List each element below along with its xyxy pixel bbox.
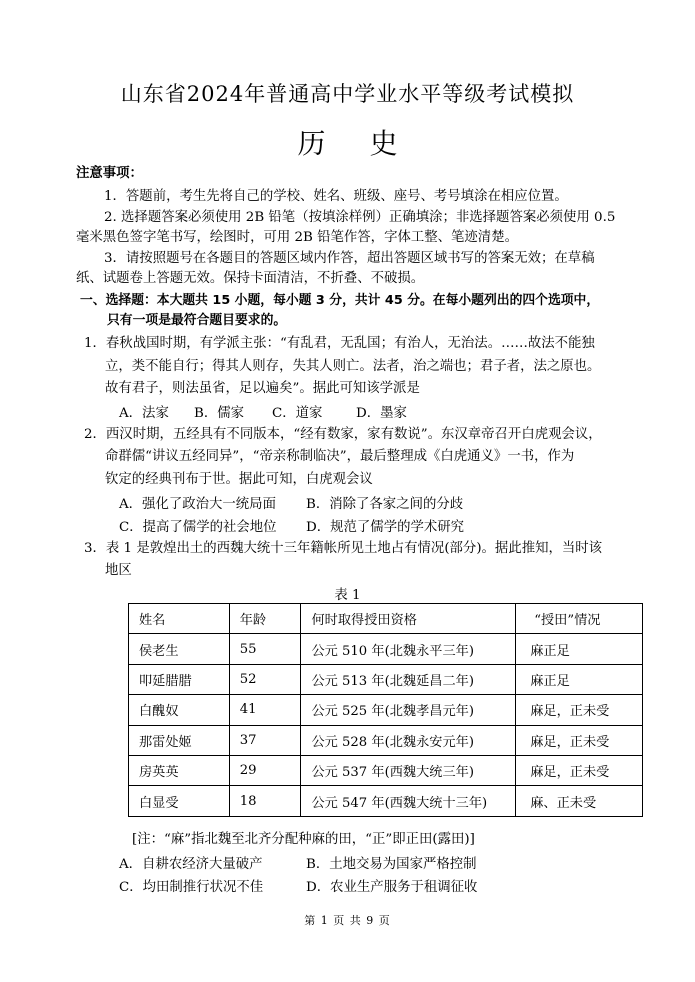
table-cell: 18: [229, 786, 301, 816]
q1-line2: 立，类不能自行；得其人则存，失其人则亡。法者，治之端也；君子者，法之原也。: [105, 359, 601, 374]
table-cell: 麻足，正未受: [516, 725, 643, 755]
land-table: [128, 603, 643, 817]
q2-option-d: D．规范了儒学的学术研究: [306, 520, 465, 535]
q1-line3: 故有君子，则法虽省，足以遍矣”。据此可知该学派是: [105, 381, 420, 396]
table-cell: 白醜奴: [129, 695, 230, 725]
q2-option-a: A．强化了政治大一统局面: [119, 497, 276, 512]
q3-option-c: C．均田制推行状况不佳: [119, 880, 264, 895]
page-number: 第 1 页 共 9 页: [304, 914, 391, 927]
q3-option-d: D．农业生产服务于租调征收: [306, 880, 478, 895]
notice-item-2-line1: 2. 选择题答案必须使用 2B 铅笔（按填涂样例）正确填涂；非选择题答案必须使用 0.5: [104, 210, 616, 225]
table-cell: 叩延腊腊: [129, 664, 230, 694]
table-header-row: [129, 604, 643, 634]
table-cell: 麻足，正未受: [516, 755, 643, 785]
notice-item-2-line2: 毫米黑色签字笔书写，绘图时，可用 2B 铅笔作答，字体工整、笔迹清楚。: [76, 230, 518, 245]
subject-title: 历史: [297, 127, 442, 160]
q3-option-a: A．自耕农经济大量破产: [119, 857, 263, 872]
table-header-cell: 何时取得授田资格: [301, 604, 516, 634]
q1-line1: 1．春秋战国时期，有学派主张：“有乱君，无乱国；有治人，无治法。……故法不能独: [84, 336, 595, 351]
table-header-cell: 年龄: [229, 604, 301, 634]
table-caption: 表 1: [334, 588, 361, 603]
table-cell: 麻、正未受: [516, 786, 643, 816]
q2-option-c: C．提高了儒学的社会地位: [119, 520, 277, 535]
q1-option-b: B．儒家: [194, 406, 245, 421]
table-cell: 公元 525 年(北魏孝昌元年): [301, 695, 516, 725]
table-row: [129, 664, 643, 694]
table-cell: 麻足，正未受: [516, 695, 643, 725]
notice-item-3-line2: 纸、试题卷上答题无效。保持卡面清洁，不折叠、不破损。: [76, 271, 425, 286]
table-cell: 侯老生: [129, 634, 230, 664]
q3-line1: 3．表 1 是敦煌出土的西魏大统十三年籍帐所见土地占有情况(部分)。据此推知，当时该: [84, 541, 603, 556]
notice-item-1: 1．答题前，考生先将自己的学校、姓名、班级、座号、考号填涂在相应位置。: [104, 189, 568, 204]
table-cell: 房英英: [129, 755, 230, 785]
table-cell: 41: [229, 695, 301, 725]
q1-option-a: A．法家: [119, 406, 169, 421]
q1-option-c: C．道家: [272, 406, 323, 421]
table-cell: 55: [229, 634, 301, 664]
table-row: [129, 786, 643, 816]
q3-line2: 地区: [105, 563, 132, 578]
q2-line2: 命群儒“讲议五经同异”，“帝亲称制临决”，最后整理成《白虎通义》一书，作为: [105, 449, 575, 464]
section-1-heading-line2: 只有一项是最符合题目要求的。: [107, 313, 287, 328]
table-cell: 52: [229, 664, 301, 694]
table-cell: 29: [229, 755, 301, 785]
notice-item-3-line1: 3．请按照题号在各题目的答题区域内作答，超出答题区域书写的答案无效；在草稿: [104, 251, 595, 266]
table-cell: 公元 513 年(北魏延昌二年): [301, 664, 516, 694]
table-row: [129, 695, 643, 725]
table-cell: 那雷处姬: [129, 725, 230, 755]
q3-option-b: B．土地交易为国家严格控制: [306, 857, 477, 872]
table-cell: 麻正足: [516, 634, 643, 664]
table-note: [注：“麻”指北魏至北齐分配种麻的田，“正”即正田(露田)]: [132, 832, 475, 847]
table-cell: 公元 528 年(北魏永安元年): [301, 725, 516, 755]
q2-option-b: B．消除了各家之间的分歧: [306, 497, 464, 512]
table-header-cell: 姓名: [129, 604, 230, 634]
q2-line3: 钦定的经典刊布于世。据此可知，白虎观会议: [105, 472, 373, 487]
section-1-heading: 一、选择题：本大题共 15 小题，每小题 3 分，共计 45 分。在每小题列出的四个选项中，: [80, 293, 600, 308]
table-cell: 公元 510 年(北魏永平三年): [301, 634, 516, 664]
table-cell: 麻正足: [516, 664, 643, 694]
exam-title: 山东省2024年普通高中学业水平等级考试模拟: [120, 82, 575, 106]
table-cell: 公元 547 年(西魏大统十三年): [301, 786, 516, 816]
table-row: [129, 755, 643, 785]
table-row: [129, 725, 643, 755]
table-cell: 公元 537 年(西魏大统三年): [301, 755, 516, 785]
notice-heading: 注意事项：: [76, 166, 143, 181]
table-row: [129, 634, 643, 664]
table-header-cell: “授田”情况: [516, 604, 643, 634]
table-cell: 37: [229, 725, 301, 755]
q2-line1: 2．西汉时期，五经具有不同版本，“经有数家，家有数说”。东汉章帝召开白虎观会议，: [84, 427, 602, 442]
q1-option-d: D．墨家: [356, 406, 407, 421]
table-cell: 白显受: [129, 786, 230, 816]
